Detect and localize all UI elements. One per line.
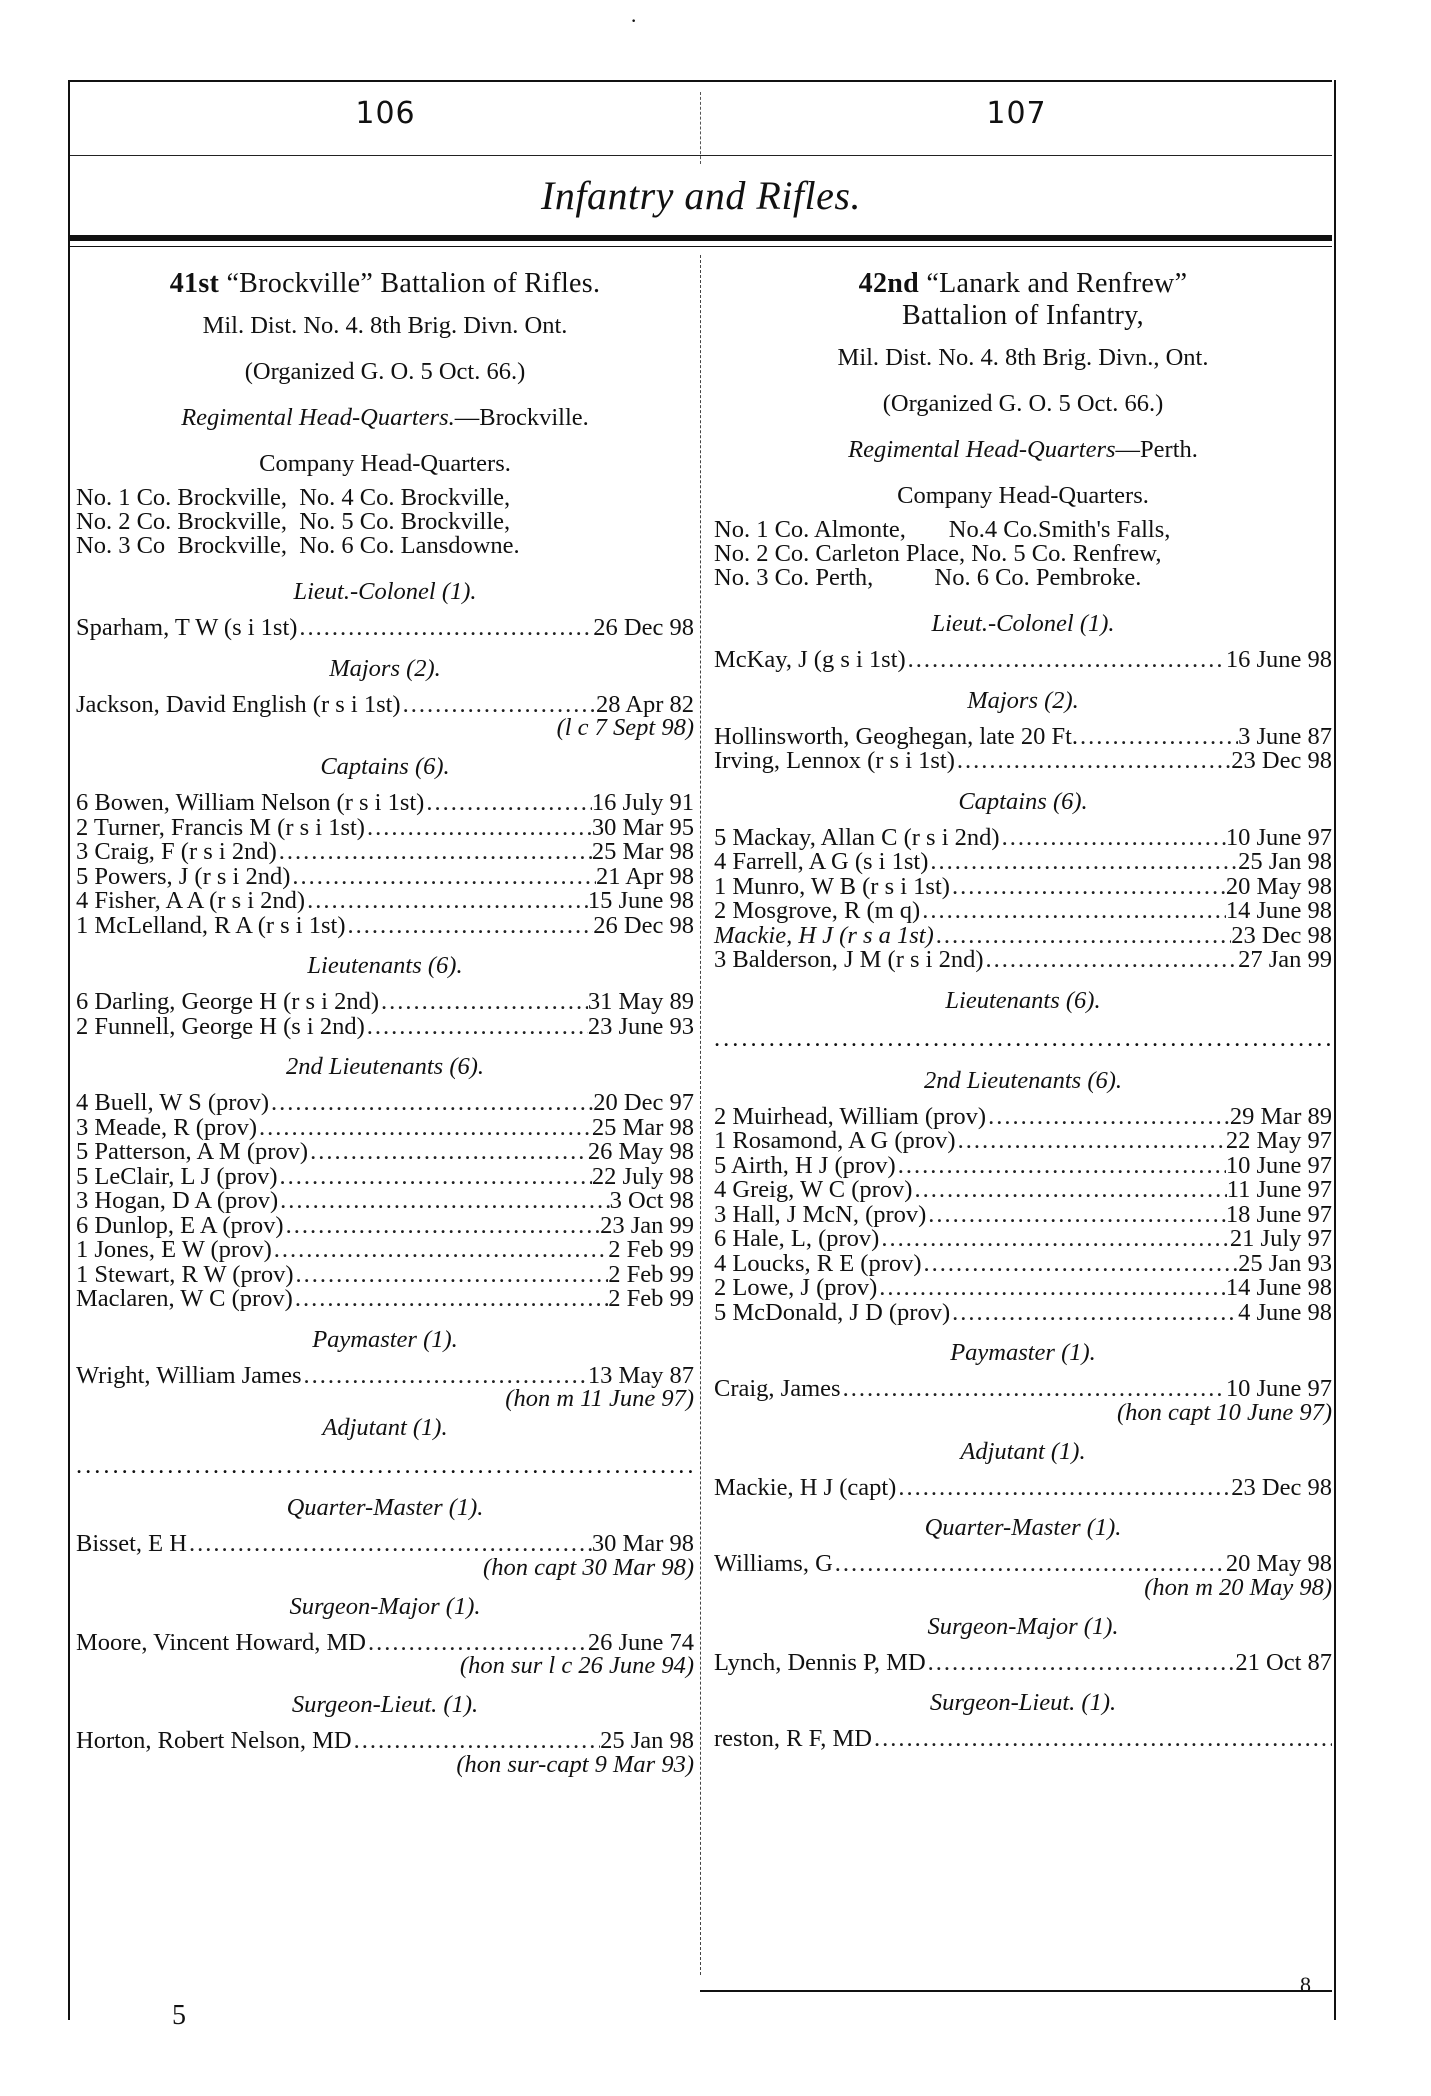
print-mark: ·: [630, 8, 638, 33]
battalion-number: 42nd: [858, 268, 920, 299]
officer-entry: [76, 813, 694, 841]
officer-name: 2 Mosgrove, R (m q): [714, 897, 921, 924]
bottom-rule: [700, 1990, 1332, 1992]
officer-note: (hon sur-capt 9 Mar 93): [456, 1750, 694, 1778]
officer-date: 2 Feb 99: [608, 1236, 694, 1263]
officer-entry: [714, 1151, 1332, 1179]
officer-date: 23 June 93: [587, 1012, 694, 1040]
section-heading: Paymaster (1).: [950, 1339, 1096, 1366]
regimental-hq: [76, 404, 694, 432]
officer-name: Mackie, H J (capt): [714, 1473, 897, 1501]
officer-entry: [714, 872, 1332, 900]
section-heading: Captains (6).: [958, 787, 1088, 815]
officer-entry: [714, 1178, 1332, 1203]
section-heading: Surgeon-Lieut. (1).: [929, 1689, 1117, 1716]
officer-entry: [714, 1377, 1332, 1402]
officer-date: 30 Mar 98: [591, 1530, 694, 1557]
officer-note: (hon capt 10 June 97): [1117, 1398, 1332, 1426]
officer-name: 4 Farrell, A G (s i 1st): [714, 848, 929, 875]
officer-entry: [714, 1102, 1332, 1130]
officer-name: 1 Jones, E W (prov): [76, 1236, 272, 1263]
officer-name: 2 Funnell, George H (s i 2nd): [76, 1012, 365, 1040]
regimental-hq-value: —Brockville.: [454, 404, 589, 431]
section-heading: Surgeon-Lieut. (1).: [291, 1691, 479, 1718]
district-line: Mil. Dist. No. 4. 8th Brig. Divn., Ont.: [837, 344, 1209, 371]
officer-name: Sparham, T W (s i 1st): [76, 614, 298, 641]
officer-name: 1 Munro, W B (r s i 1st): [714, 872, 950, 900]
officer-name: 2 Turner, Francis M (r s i 1st): [76, 813, 365, 841]
page-number-row: [70, 96, 1332, 146]
organized-line: (Organized G. O. 5 Oct. 66.): [882, 390, 1164, 417]
second-lieutenant-list: [76, 1091, 694, 1312]
officer-name: 2 Muirhead, William (prov): [714, 1102, 987, 1130]
officer-name: 5 Powers, J (r s i 2nd): [76, 862, 291, 890]
officer-name: Moore, Vincent Howard, MD: [76, 1628, 366, 1656]
officer-name: 2 Lowe, J (prov): [714, 1274, 878, 1301]
officer-date: 26 June 74: [587, 1628, 694, 1656]
officer-date: 28 Apr 82: [596, 690, 694, 718]
officer-name: Craig, James: [714, 1375, 841, 1402]
officer-entry: [76, 1091, 694, 1116]
vacant-line: [76, 1452, 694, 1480]
section-heading: Lieutenants (6).: [307, 952, 463, 979]
officer-name: Bisset, E H: [76, 1530, 187, 1557]
officer-entry: [76, 1140, 694, 1165]
officer-date: 25 Jan 98: [600, 1727, 694, 1754]
regimental-hq-label: Regimental Head-Quarters.: [181, 404, 455, 431]
officer-name: 1 Stewart, R W (prov): [76, 1260, 294, 1288]
captain-list: [714, 823, 1332, 973]
officer-name: Maclaren, W C (prov): [76, 1285, 293, 1312]
officer-date: 18 June 97: [1225, 1200, 1332, 1228]
column-divider: [700, 255, 701, 1975]
district-line: Mil. Dist. No. 4. 8th Brig. Divn. Ont.: [202, 312, 568, 339]
officer-date: 10 June 97: [1225, 1375, 1332, 1402]
section-heading: Adjutant (1).: [960, 1437, 1086, 1465]
section-heading: Quarter-Master (1).: [286, 1494, 484, 1521]
officer-name: 5 Mackay, Allan C (r s i 2nd): [714, 823, 1000, 851]
company-line: No. 3 Co. Perth, No. 6 Co. Pembroke.: [714, 564, 1142, 591]
officer-entry: [76, 1211, 694, 1239]
officer-name: 6 Bowen, William Nelson (r s i 1st): [76, 789, 425, 816]
officer-date: 23 Jan 99: [600, 1211, 694, 1239]
officer-name: 4 Greig, W C (prov): [714, 1176, 913, 1203]
officer-date: 3 June 87: [1238, 722, 1332, 750]
officer-date: 14 June 98: [1225, 897, 1332, 924]
company-hq-heading: Company Head-Quarters.: [897, 482, 1149, 509]
officer-date: 23 Dec 98: [1231, 921, 1332, 949]
officer-date: 10 June 97: [1225, 823, 1332, 851]
officer-name: Irving, Lennox (r s i 1st): [714, 747, 955, 774]
officer-entry: [76, 1238, 694, 1263]
officer-date: 31 May 89: [587, 988, 694, 1015]
page-number-right: 107: [986, 96, 1047, 131]
section-heading: Surgeon-Major (1).: [289, 1592, 481, 1620]
officer-name: 3 Hogan, D A (prov): [76, 1187, 279, 1214]
officer-date: 20 Dec 97: [593, 1089, 694, 1116]
officer-date: 14 June 98: [1225, 1274, 1332, 1301]
officer-date: 22 July 98: [591, 1162, 694, 1190]
officer-note: (hon m 20 May 98): [1144, 1573, 1332, 1601]
officer-date: 2 Feb 99: [608, 1260, 694, 1288]
section-heading: Lieut.-Colonel (1).: [293, 578, 477, 605]
section-title: Infantry and Rifles.: [541, 173, 861, 218]
officer-date: 23 Dec 98: [1231, 1473, 1332, 1501]
officer-entry: [714, 749, 1332, 774]
officer-date: 2 Feb 99: [608, 1285, 694, 1312]
officer-date: 25 Jan 93: [1238, 1249, 1332, 1277]
officer-date: 23 Dec 98: [1231, 747, 1332, 774]
officer-entry: [76, 1113, 694, 1141]
officer-name: Jackson, David English (r s i 1st): [76, 690, 401, 718]
officer-entry: [76, 616, 694, 641]
battalion-name: “Lanark and Renfrew”: [926, 268, 1188, 299]
battalion-title-41st: [76, 270, 694, 298]
section-heading: 2nd Lieutenants (6).: [923, 1066, 1123, 1094]
officer-name: Mackie, H J (r s a 1st): [714, 921, 934, 949]
officer-date: 21 Apr 98: [596, 862, 694, 890]
section-heading: Majors (2).: [967, 686, 1079, 714]
officer-name: 5 LeClair, L J (prov): [76, 1162, 278, 1190]
officer-entry: [76, 1729, 694, 1754]
company-list: [76, 486, 694, 558]
officer-name: Williams, G: [714, 1550, 833, 1577]
officer-name: 3 Meade, R (prov): [76, 1113, 257, 1141]
battalion-subtitle: Battalion of Infantry,: [902, 300, 1144, 331]
officer-date: 3 Oct 98: [609, 1187, 694, 1214]
signature-mark-left: 5: [172, 2000, 186, 2031]
regimental-hq: [714, 436, 1332, 464]
officer-entry: [714, 921, 1332, 949]
officer-date: 21 Oct 87: [1235, 1648, 1332, 1676]
header-divider: [700, 92, 701, 164]
officer-date: 15 June 98: [587, 887, 694, 914]
officer-date: 20 May 98: [1225, 1550, 1332, 1577]
officer-entry: [76, 1162, 694, 1190]
officer-date: 16 July 91: [591, 789, 694, 816]
officer-note: (l c 7 Sept 98): [556, 714, 694, 741]
officer-entry: [714, 1473, 1332, 1501]
officer-name: Lynch, Dennis P, MD: [714, 1648, 926, 1676]
company-line: No. 2 Co. Brockville, No. 5 Co. Brockville,: [76, 508, 511, 535]
battalion-title-42nd: [714, 270, 1332, 298]
captain-list: [76, 791, 694, 938]
officer-date: 26 Dec 98: [593, 614, 694, 641]
officer-name: 6 Darling, George H (r s i 2nd): [76, 988, 380, 1015]
officer-date: 27 Jan 99: [1238, 946, 1332, 973]
company-hq-heading: Company Head-Quarters.: [259, 450, 511, 477]
section-heading: Lieutenants (6).: [945, 986, 1101, 1014]
officer-date: 25 Mar 98: [591, 1113, 694, 1141]
officer-name: 1 Rosamond, A G (prov): [714, 1127, 956, 1154]
officer-entry: [714, 948, 1332, 973]
section-heading: 2nd Lieutenants (6).: [285, 1053, 485, 1080]
officer-entry: [714, 1298, 1332, 1326]
right-column: [714, 270, 1332, 1752]
officer-entry: [76, 862, 694, 890]
officer-name: Hollinsworth, Geoghegan, late 20 Ft.: [714, 722, 1079, 750]
thick-rule: [70, 235, 1332, 241]
officer-note: (hon m 11 June 97): [505, 1385, 694, 1412]
officer-name: 4 Fisher, A A (r s i 2nd): [76, 887, 306, 914]
officer-name: 1 McLelland, R A (r s i 1st): [76, 911, 346, 939]
section-heading: Majors (2).: [329, 654, 441, 682]
officer-entry: [714, 899, 1332, 924]
officer-entry: [714, 648, 1332, 673]
officer-date: 25 Mar 98: [591, 838, 694, 865]
officer-name: 3 Hall, J McN, (prov): [714, 1200, 927, 1228]
officer-entry: [76, 1532, 694, 1557]
officer-date: 20 May 98: [1225, 872, 1332, 900]
officer-entry: [714, 1200, 1332, 1228]
officer-entry: [714, 1129, 1332, 1154]
officer-date: 10 June 97: [1225, 1151, 1332, 1179]
second-lieutenant-list: [714, 1102, 1332, 1326]
officer-name: McKay, J (g s i 1st): [714, 646, 906, 673]
officer-entry: [76, 1260, 694, 1288]
officer-entry: [76, 889, 694, 914]
officer-entry: [76, 1287, 694, 1312]
officer-date: 26 May 98: [587, 1138, 694, 1165]
thin-rule: [70, 246, 1332, 247]
officer-entry: [76, 791, 694, 816]
officer-note: (hon sur l c 26 June 94): [459, 1652, 694, 1679]
battalion-number: 41st: [169, 268, 220, 299]
company-line: No. 1 Co. Almonte, No.4 Co.Smith's Falls,: [714, 516, 1171, 543]
battalion-name: “Brockville” Battalion of Rifles.: [226, 268, 601, 299]
section-heading: Adjutant (1).: [322, 1414, 448, 1441]
officer-entry: [714, 1552, 1332, 1577]
officer-entry: [714, 850, 1332, 875]
section-heading: Lieut.-Colonel (1).: [931, 610, 1115, 637]
section-heading: Surgeon-Major (1).: [927, 1612, 1119, 1640]
section-heading: Paymaster (1).: [312, 1325, 458, 1353]
officer-name: 5 Patterson, A M (prov): [76, 1138, 309, 1165]
officer-name: 3 Craig, F (r s i 2nd): [76, 838, 277, 865]
officer-entry: [714, 1648, 1332, 1676]
officer-date: 21 July 97: [1229, 1225, 1332, 1252]
officer-date: 25 Jan 98: [1238, 848, 1332, 875]
officer-date: 11 June 97: [1226, 1176, 1332, 1203]
officer-entry: [76, 1012, 694, 1040]
company-line: No. 2 Co. Carleton Place, No. 5 Co. Renfrew,: [714, 540, 1162, 567]
officer-name: reston, R F, MD: [714, 1725, 872, 1752]
vacant-line: [714, 1025, 1332, 1053]
regimental-hq-value: —Perth.: [1115, 436, 1198, 463]
officer-date: 4 June 98: [1238, 1298, 1332, 1326]
header-rule: [70, 155, 1332, 156]
officer-name: 3 Balderson, J M (r s i 2nd): [714, 946, 984, 973]
section-heading: Quarter-Master (1).: [924, 1514, 1122, 1541]
officer-date: 30 Mar 95: [591, 813, 694, 841]
left-column: [76, 270, 694, 1776]
officer-name: 5 McDonald, J D (prov): [714, 1298, 951, 1326]
officer-date: 22 May 97: [1225, 1127, 1332, 1154]
officer-entry: [714, 1249, 1332, 1277]
officer-date: 26 Dec 98: [593, 911, 694, 939]
officer-name: 4 Loucks, R E (prov): [714, 1249, 922, 1277]
officer-entry: [76, 990, 694, 1015]
officer-name: Horton, Robert Nelson, MD: [76, 1727, 352, 1754]
officer-date: 13 May 87: [587, 1361, 694, 1389]
officer-entry: [714, 1227, 1332, 1252]
officer-date: 29 Mar 89: [1229, 1102, 1332, 1130]
officer-name: 6 Dunlop, E A (prov): [76, 1211, 284, 1239]
officer-entry: [714, 1727, 1332, 1752]
officer-entry: [76, 1189, 694, 1214]
page-number-left: 106: [355, 96, 416, 131]
officer-entry: [714, 722, 1332, 750]
officer-date: 16 June 98: [1225, 646, 1332, 673]
regimental-hq-label: Regimental Head-Quarters: [848, 436, 1116, 463]
officer-name: 6 Hale, L, (prov): [714, 1225, 880, 1252]
officer-note: (hon capt 30 Mar 98): [483, 1553, 694, 1581]
company-list: [714, 518, 1332, 590]
company-line: No. 1 Co. Brockville, No. 4 Co. Brockville,: [76, 484, 511, 511]
officer-entry: [714, 1276, 1332, 1301]
officer-entry: [76, 911, 694, 939]
company-line: No. 3 Co Brockville, No. 6 Co. Lansdowne.: [76, 532, 520, 559]
section-heading: Captains (6).: [320, 753, 450, 780]
officer-entry: [76, 840, 694, 865]
officer-name: 4 Buell, W S (prov): [76, 1089, 270, 1116]
signature-mark-right: 8: [1300, 1972, 1311, 1997]
organized-line: (Organized G. O. 5 Oct. 66.): [244, 358, 526, 385]
officer-name: 5 Airth, H J (prov): [714, 1151, 896, 1179]
top-rule: [68, 80, 1332, 82]
officer-entry: [714, 823, 1332, 851]
officer-name: Wright, William James: [76, 1361, 302, 1389]
